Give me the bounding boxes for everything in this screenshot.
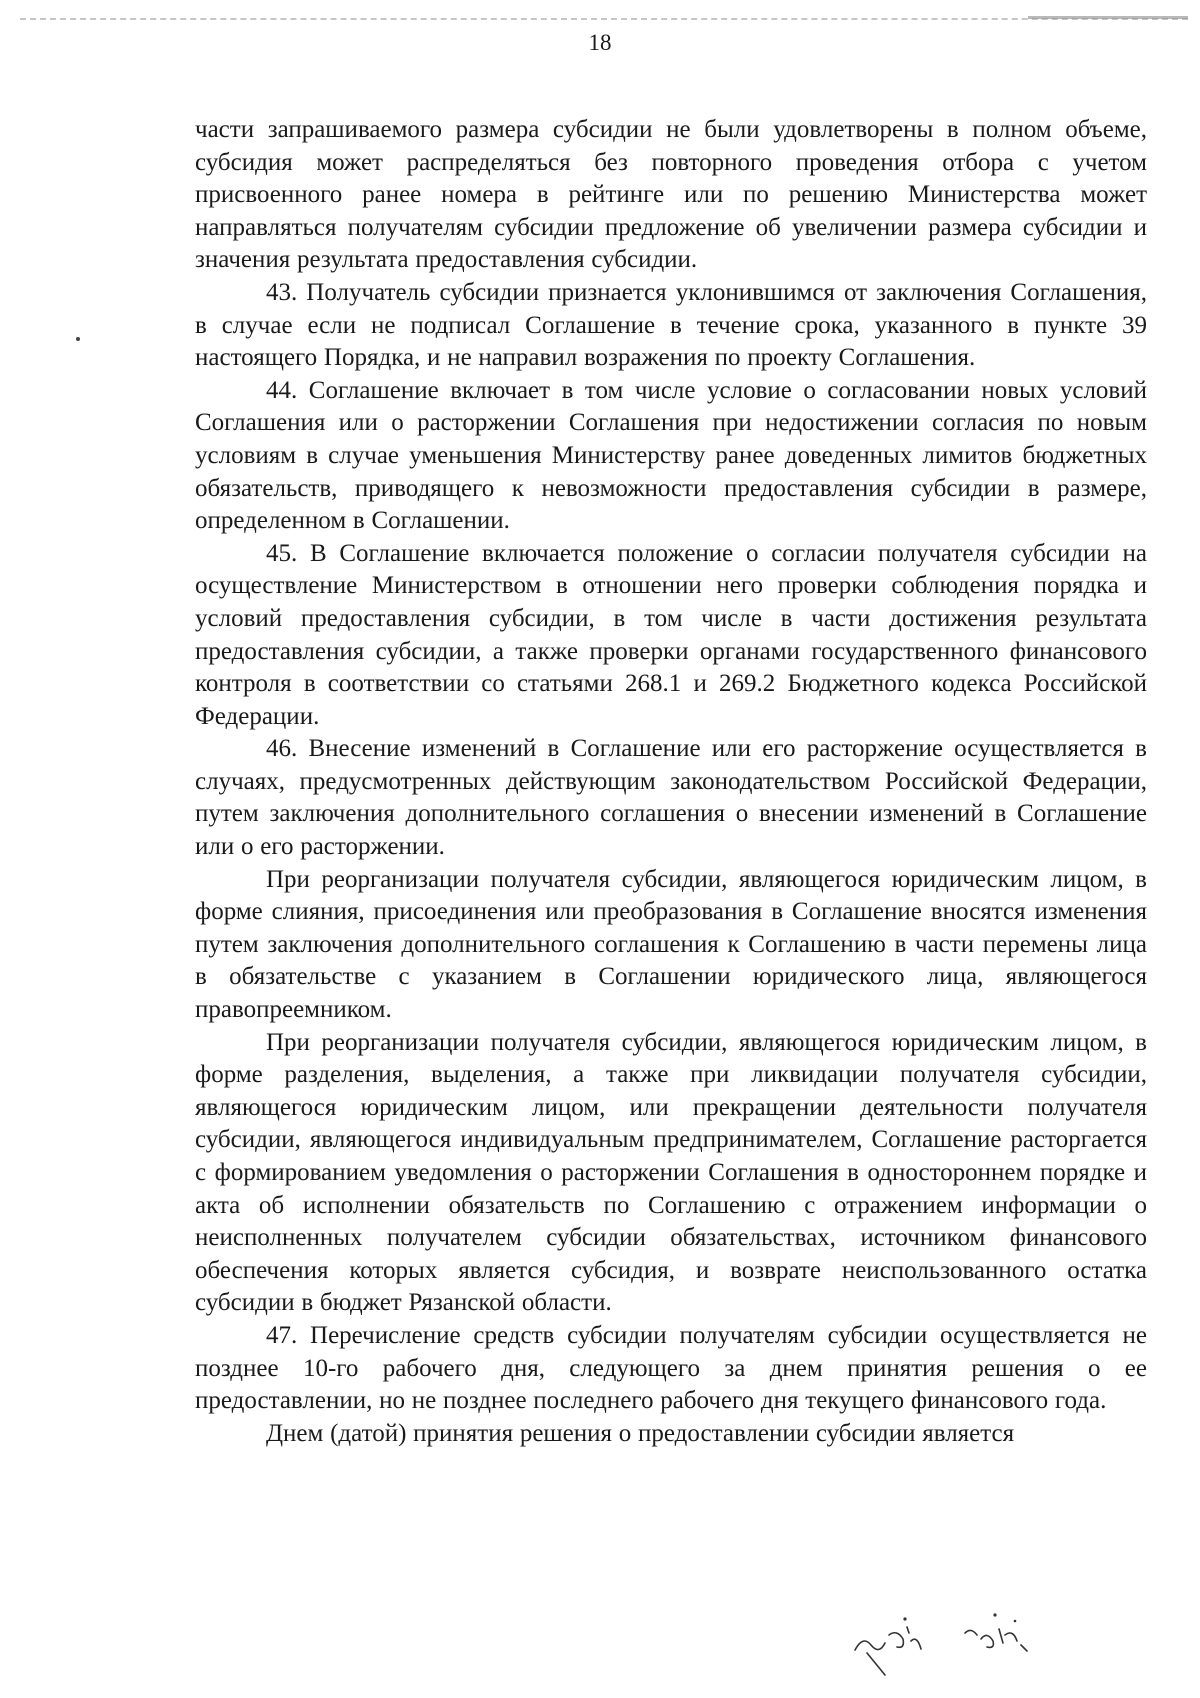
- scan-edge-artifact-right: [1028, 16, 1188, 19]
- paragraph-decision-date: Днем (датой) принятия решения о предоставлении субсидии является: [266, 1419, 1015, 1447]
- paragraph-item-47: 47. Перечисление средств субсидии получателям субсидии осуществляется не позднее 10-го рабочего дня, следующего за днем принятия решения о ее предоставлении, но не позднее последнего рабочего дня текущего финансового года.: [195, 1321, 1147, 1415]
- scan-edge-artifact: [20, 18, 1188, 23]
- paragraph-reorganization-merger: При реорганизации получателя субсидии, являющегося юридическим лицом, в форме слияния, присоединения или преобразования в Соглашение вносятся изменения путем заключения дополнительного соглашения к Соглашению в части перемены лица в обязательстве с указанием в Соглашении юридического лица, являющегося правопреемником.: [195, 865, 1147, 1024]
- paragraph-item-45: 45. В Соглашение включается положение о согласии получателя субсидии на осуществление Министерством в отношении него проверки соблюдения порядка и условий предоставления субсидии, в том числе в части достижения результата предоставления субсидии, а также проверки органами государственного финансового контроля в соответствии со статьями 268.1 и 269.2 Бюджетного кодекса Российской Федерации.: [195, 539, 1147, 730]
- handwritten-initials: [845, 1605, 1145, 1695]
- paragraph-item-46: 46. Внесение изменений в Соглашение или его расторжение осуществляется в случаях, предусмотренных действующим законодательством Российской Федерации, путем заключения дополнительного соглашения о внесении изменений в Соглашение или о его расторжении.: [195, 735, 1147, 861]
- margin-speck: [76, 337, 80, 341]
- paragraph-item-43: 43. Получатель субсидии признается уклонившимся от заключения Соглашения, в случае если не подписал Соглашение в течение срока, указанного в пункте 39 настоящего Порядка, и не направил возражения по проекту Соглашения.: [195, 278, 1147, 372]
- paragraph-continuation: части запрашиваемого размера субсидии не были удовлетворены в полном объеме, субсидия может распределяться без повторного проведения отбора с учетом присвоенного ранее номера в рейтинге или по решению Министерства может направляться получателям субсидии предложение об увеличении размера субсидии и значения результата предоставления субсидии.: [195, 116, 1147, 274]
- page-number: 18: [588, 30, 612, 55]
- paragraph-item-44: 44. Соглашение включает в том числе условие о согласовании новых условий Соглашения или о расторжении Соглашения при недостижении согласия по новым условиям в случае уменьшения Министерству ранее доведенных лимитов бюджетных обязательств, приводящего к невозможности предоставления субсидии в размере, определенном в Соглашении.: [195, 376, 1147, 535]
- document-body: [195, 114, 1147, 1450]
- paragraph-reorganization-division: При реорганизации получателя субсидии, являющегося юридическим лицом, в форме разделения, выделения, а также при ликвидации получателя субсидии, являющегося юридическим лицом, или прекращении деятельности получателя субсидии, являющегося индивидуальным предпринимателем, Соглашение расторгается с формированием уведомления о расторжении Соглашения в одностороннем порядке и акта об исполнении обязательств по Соглашению с отражением информации о неисполненных получателем субсидии обязательствах, источником финансового обеспечения которых является субсидия, и возврате неиспользованного остатка субсидии в бюджет Рязанской области.: [195, 1028, 1147, 1317]
